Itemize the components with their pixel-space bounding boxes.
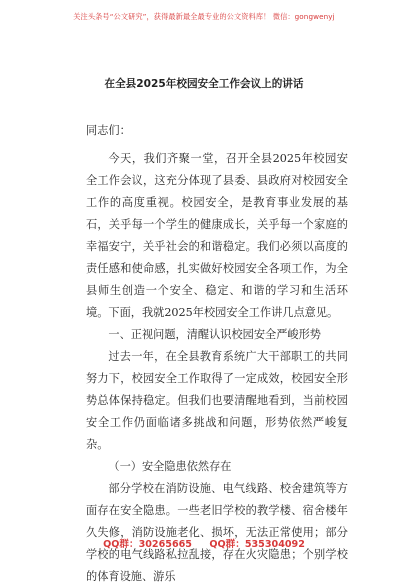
section-heading-1: 一、正视问题，清醒认识校园安全严峻形势 [108, 328, 321, 341]
salutation: 同志们： [86, 124, 131, 137]
qq-group-2: QQ群：535304092 [209, 539, 305, 550]
qq-group-1: QQ群：30265665 [103, 539, 192, 550]
document-title: 在全县2025年校园安全工作会议上的讲话 [104, 78, 304, 90]
paragraph-situation: 过去一年，在全县教育系统广大干部职工的共同努力下，校园安全工作取得了一定成效，校园安全形势总体保持稳定。但我们也要清醒地看到，当前校园安全工作仍面临诸多挑战和问题，形势依然严峻复杂。 [86, 350, 348, 451]
footer-qq-groups [0, 536, 408, 550]
paragraph-hazards: 部分学校在消防设施、电气线路、校舍建筑等方面存在安全隐患。一些老旧学校的教学楼、宿舍楼年久失修，消防设施老化、损坏，无法正常使用；部分学校的电气线路私拉乱接，存在火灾隐患；个别学校的体育设施、游乐 [86, 482, 348, 583]
subsection-heading-1: （一）安全隐患依然存在 [108, 460, 232, 473]
paragraph-intro: 今天，我们齐聚一堂，召开全县2025年校园安全工作会议，这充分体现了县委、县政府对校园安全工作的高度重视。校园安全，是教育事业发展的基石，关乎每一个学生的健康成长，关乎每一个家庭的幸福安宁，关乎社会的和谐稳定。我们必须以高度的责任感和使命感，扎实做好校园安全各项工作，为全县师生创造一个安全、稳定、和谐的学习和生活环境。下面，我就2025年校园安全工作讲几点意见。 [86, 152, 348, 319]
top-banner: 关注头条号“公文研究”，获得最新最全最专业的公文资料库！ 微信：gongwenyj [73, 12, 335, 21]
document-body [86, 120, 348, 588]
